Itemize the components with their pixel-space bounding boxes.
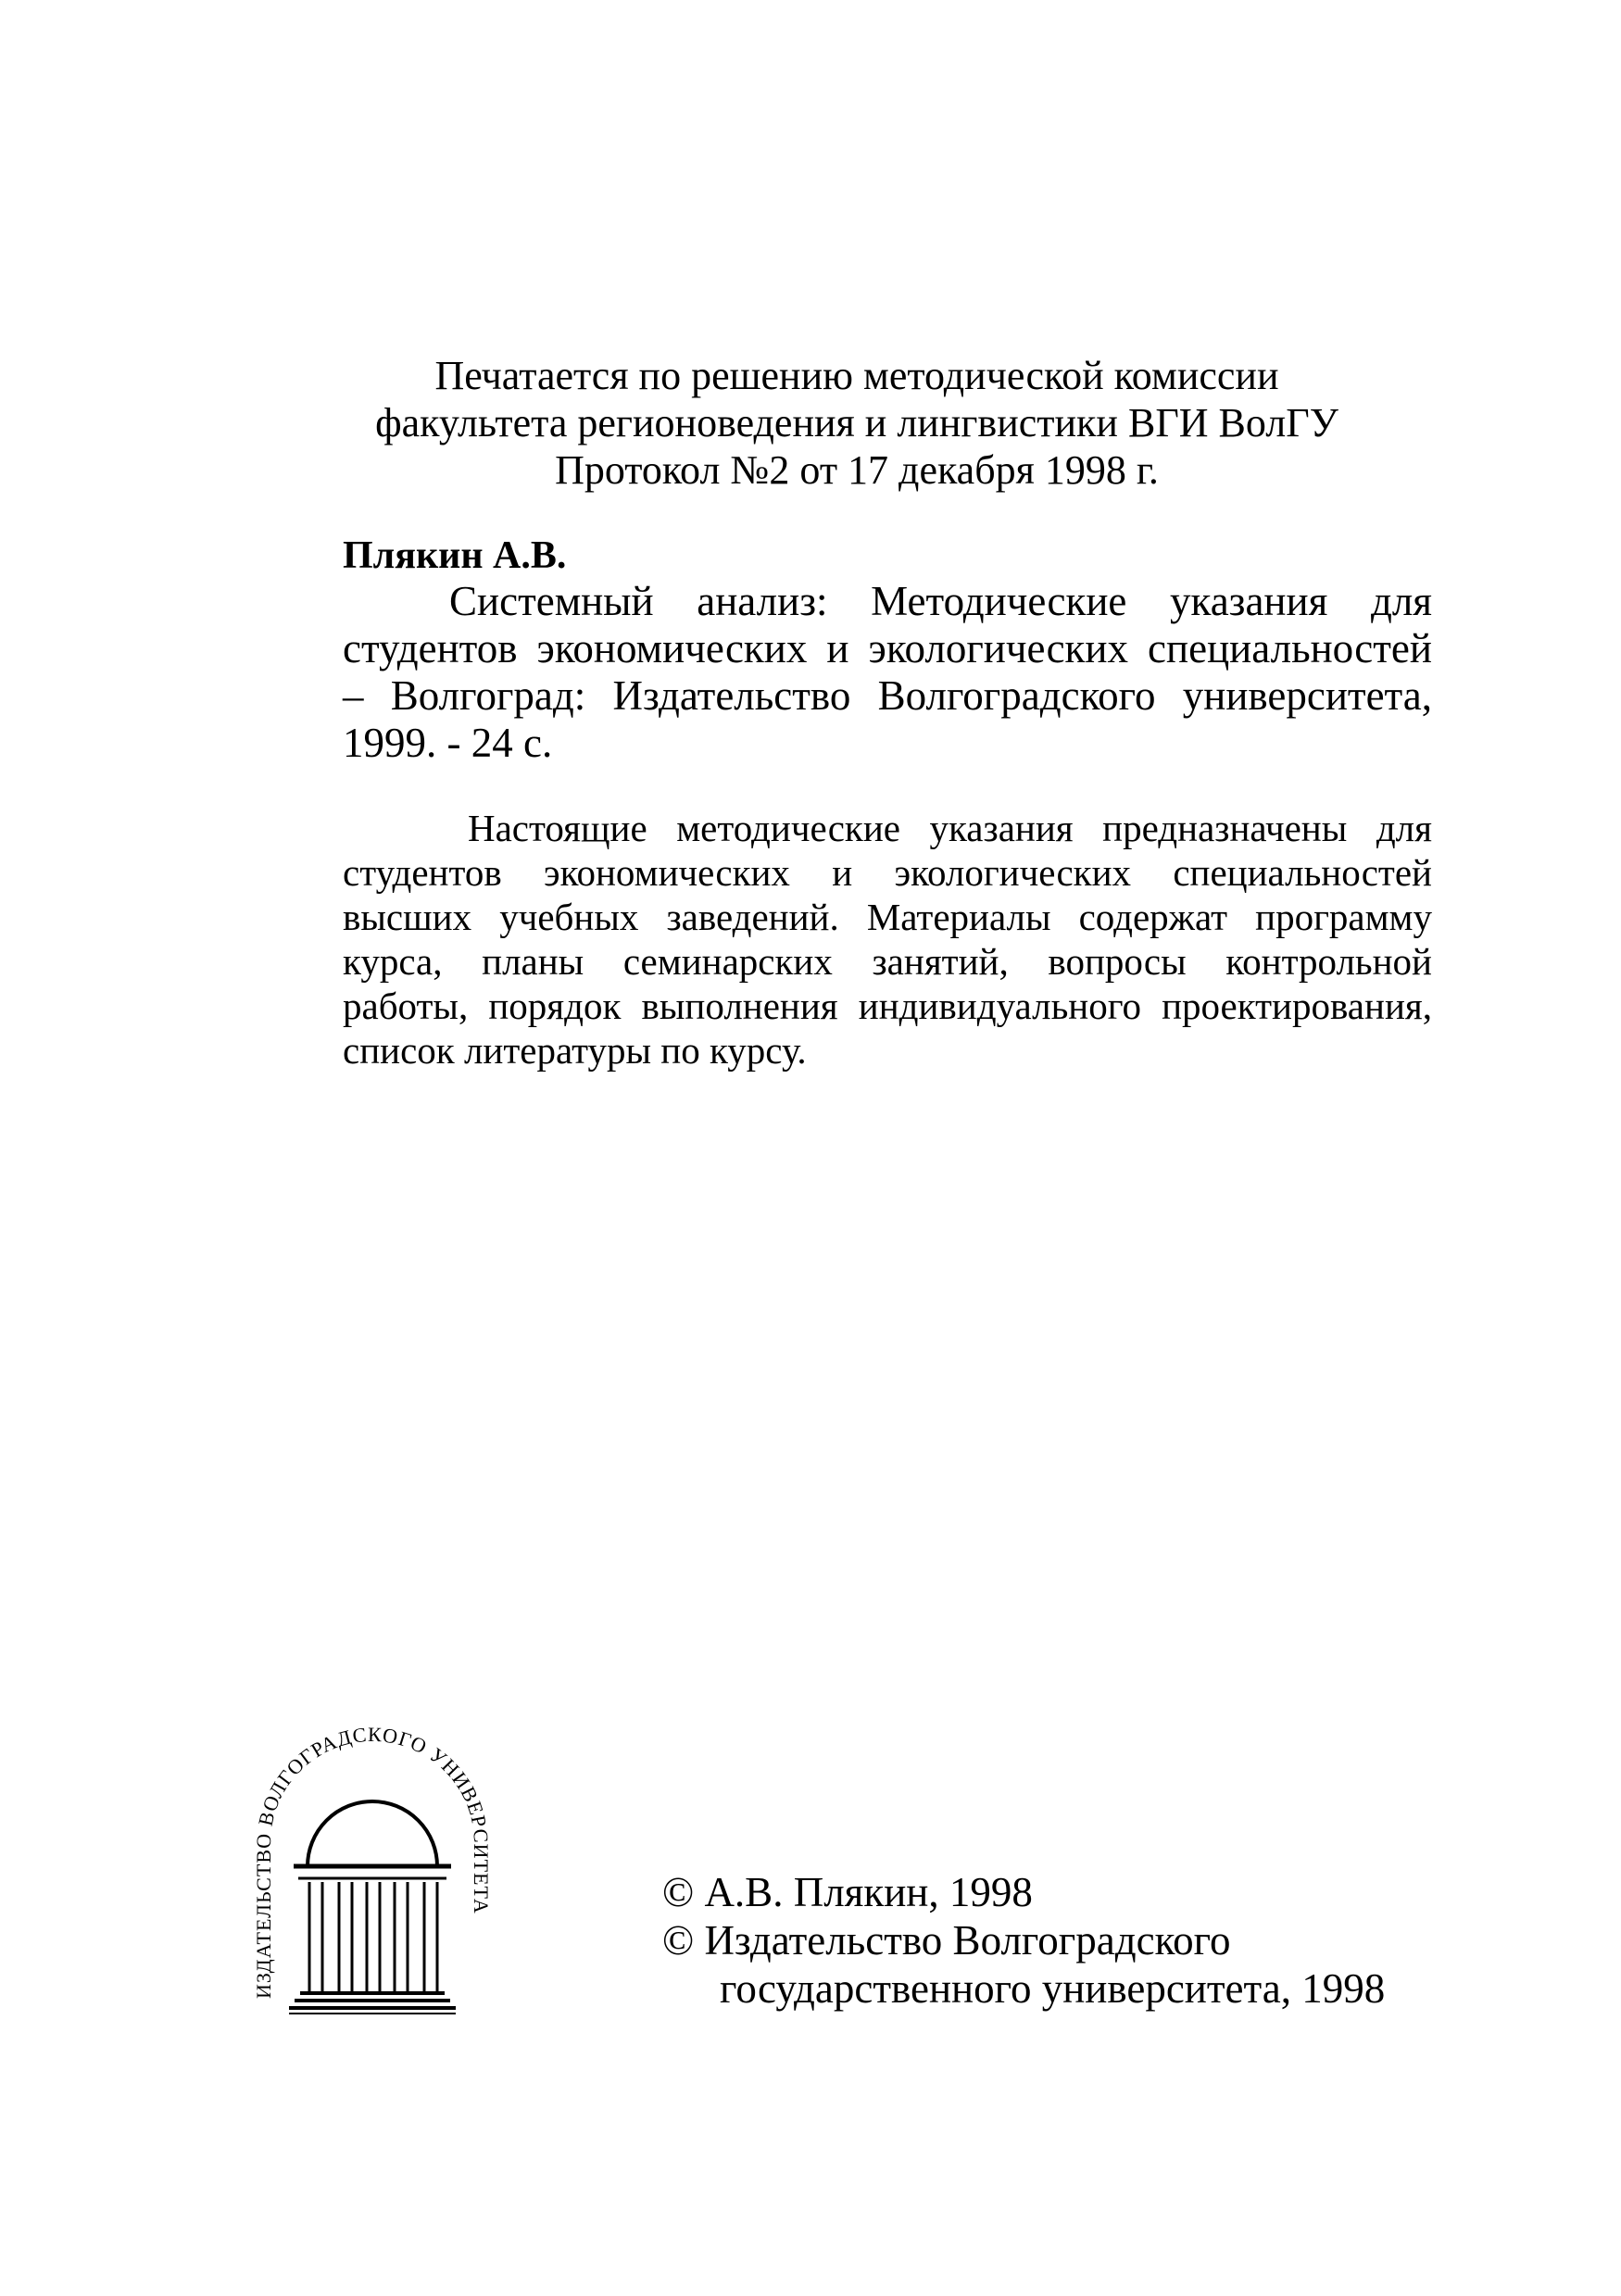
copyright-publisher-cont: государственного университета, 1998 [720, 1965, 1386, 2012]
publisher-logo [243, 1704, 502, 2047]
abstract-line: высших учебных заведений. Материалы содержат программу [343, 896, 1432, 938]
copyright-author: © А.В. Плякин, 1998 [662, 1869, 1033, 1915]
approval-note [278, 352, 1436, 494]
bib-line-4: 1999. - 24 с. [343, 720, 553, 766]
bibliographic-description [343, 578, 1432, 767]
bib-line-2: студентов экономических и экологических специальностей [343, 625, 1432, 671]
copyright-publisher: © Издательство Волгоградского [662, 1917, 1231, 1964]
copyright-block [662, 1868, 1385, 2013]
rotunda-icon [243, 1704, 502, 2047]
approval-line-3: Протокол №2 от 17 декабря 1998 г. [555, 447, 1159, 493]
abstract-line: Настоящие методические указания предназначены для [468, 807, 1432, 849]
author-name: Плякин А.В. [343, 534, 567, 577]
abstract-line: студентов экономических и экологических специальностей [343, 851, 1432, 894]
approval-line-1: Печатается по решению методической комиссии [434, 353, 1279, 398]
bib-line-1: Системный анализ: Методические указания для [449, 578, 1432, 624]
bib-line-3: – Волгоград: Издательство Волгоградского университета, [343, 672, 1432, 719]
logo-circular-text: ИЗДАТЕЛЬСТВО ВОЛГОГРАДСКОГО УНИВЕРСИТЕТА [251, 1722, 494, 1999]
approval-line-2: факультета регионоведения и лингвистики ВГИ ВолГУ [375, 400, 1338, 445]
abstract-line: курса, планы семинарских занятий, вопросы контрольной [343, 940, 1432, 983]
abstract [343, 806, 1432, 1073]
abstract-line: список литературы по курсу. [343, 1029, 807, 1072]
abstract-line: работы, порядок выполнения индивидуального проектирования, [343, 985, 1432, 1027]
